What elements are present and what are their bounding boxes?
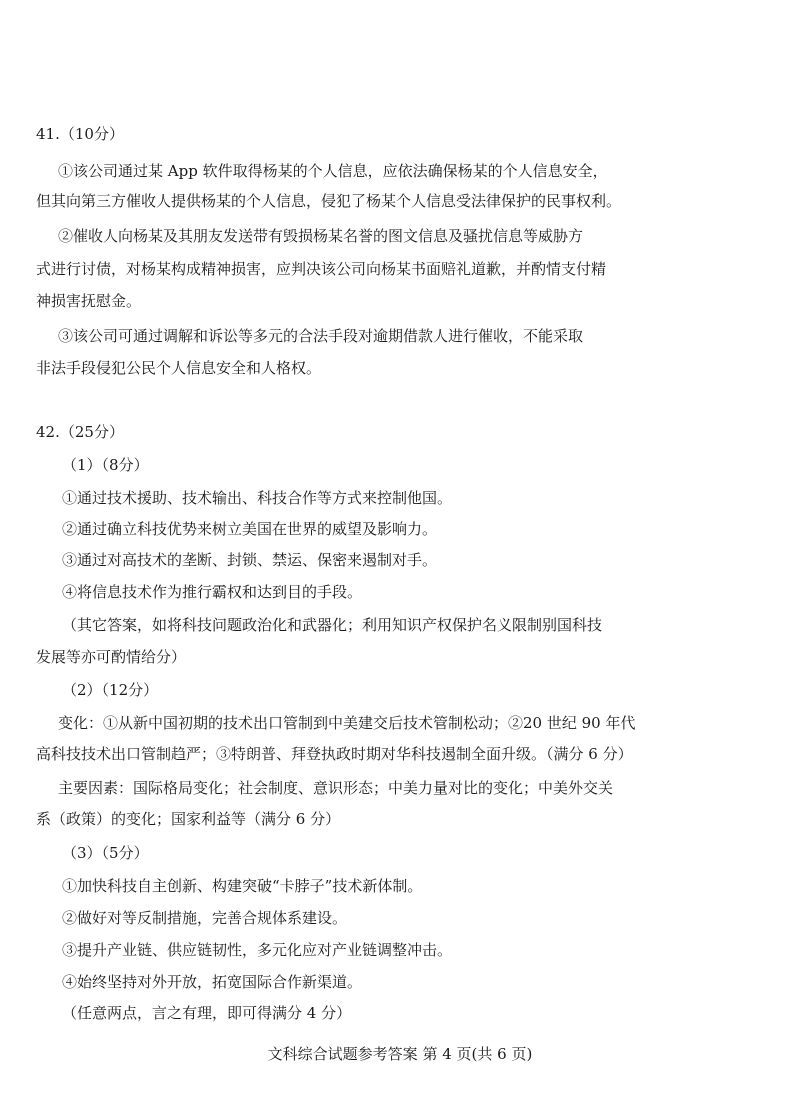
q41-line-3: ②催收人向杨某及其朋友发送带有毁损杨某名誉的图文信息及骚扰信息等威胁方 [58, 227, 584, 245]
q42-part2-line-3: 主要因素：国际格局变化；社会制度、意识形态；中美力量对比的变化；中美外交关 [58, 779, 614, 797]
q41-line-6: ③该公司可通过调解和诉讼等多元的合法手段对逾期借款人进行催收，不能采取 [58, 327, 584, 345]
q42-part2-header: （2）（12分） [62, 681, 159, 699]
q41-line-4: 式进行讨债，对杨某构成精神损害，应判决该公司向杨某书面赔礼道歉，并酌情支付精 [36, 260, 607, 278]
page-footer: 文科综合试题参考答案 第 4 页(共 6 页) [267, 1045, 533, 1063]
q42-part2-line-2: 高科技技术出口管制趋严；③特朗普、拜登执政时期对华科技遏制全面升级。（满分 6 分） [36, 745, 633, 763]
q42-part3-line-2: ②做好对等反制措施，完善合规体系建设。 [62, 909, 348, 927]
q42-part2-line-4: 系（政策）的变化；国家利益等（满分 6 分） [36, 810, 341, 828]
q42-part1-line-4: ④将信息技术作为推行霸权和达到目的手段。 [62, 583, 363, 601]
q42-part1-header: （1）（8分） [62, 456, 149, 474]
q42-part1-line-2: ②通过确立科技优势来树立美国在世界的威望及影响力。 [62, 520, 438, 538]
q42-part1-line-1: ①通过技术援助、技术输出、科技合作等方式来控制他国。 [62, 489, 453, 507]
q42-part1-line-6: 发展等亦可酌情给分） [36, 648, 187, 666]
q41-line-2: 但其向第三方催收人提供杨某的个人信息，侵犯了杨某个人信息受法律保护的民事权利。 [36, 192, 622, 210]
q42-part1-line-5: （其它答案，如将科技问题政治化和武器化；利用知识产权保护名义限制别国科技 [62, 616, 603, 634]
q41-header: 41.（10分） [36, 125, 124, 143]
q42-part3-line-1: ①加快科技自主创新、构建突破“卡脖子”技术新体制。 [62, 877, 423, 895]
q42-part3-line-5: （任意两点，言之有理，即可得满分 4 分） [62, 1004, 352, 1022]
q41-line-5: 神损害抚慰金。 [36, 292, 142, 310]
q42-part2-line-1: 变化：①从新中国初期的技术出口管制到中美建交后技术管制松动；②20 世纪 90 年代 [58, 714, 636, 732]
q41-line-1: ①该公司通过某 App 软件取得杨某的个人信息，应依法确保杨某的个人信息安全， [58, 162, 608, 180]
q42-header: 42.（25分） [36, 423, 124, 441]
q42-part3-line-3: ③提升产业链、供应链韧性，多元化应对产业链调整冲击。 [62, 941, 453, 959]
q42-part3-header: （3）（5分） [62, 844, 149, 862]
q41-line-7: 非法手段侵犯公民个人信息安全和人格权。 [36, 359, 322, 377]
q42-part3-line-4: ④始终坚持对外开放，拓宽国际合作新渠道。 [62, 973, 363, 991]
q42-part1-line-3: ③通过对高技术的垄断、封锁、禁运、保密来遏制对手。 [62, 551, 438, 569]
